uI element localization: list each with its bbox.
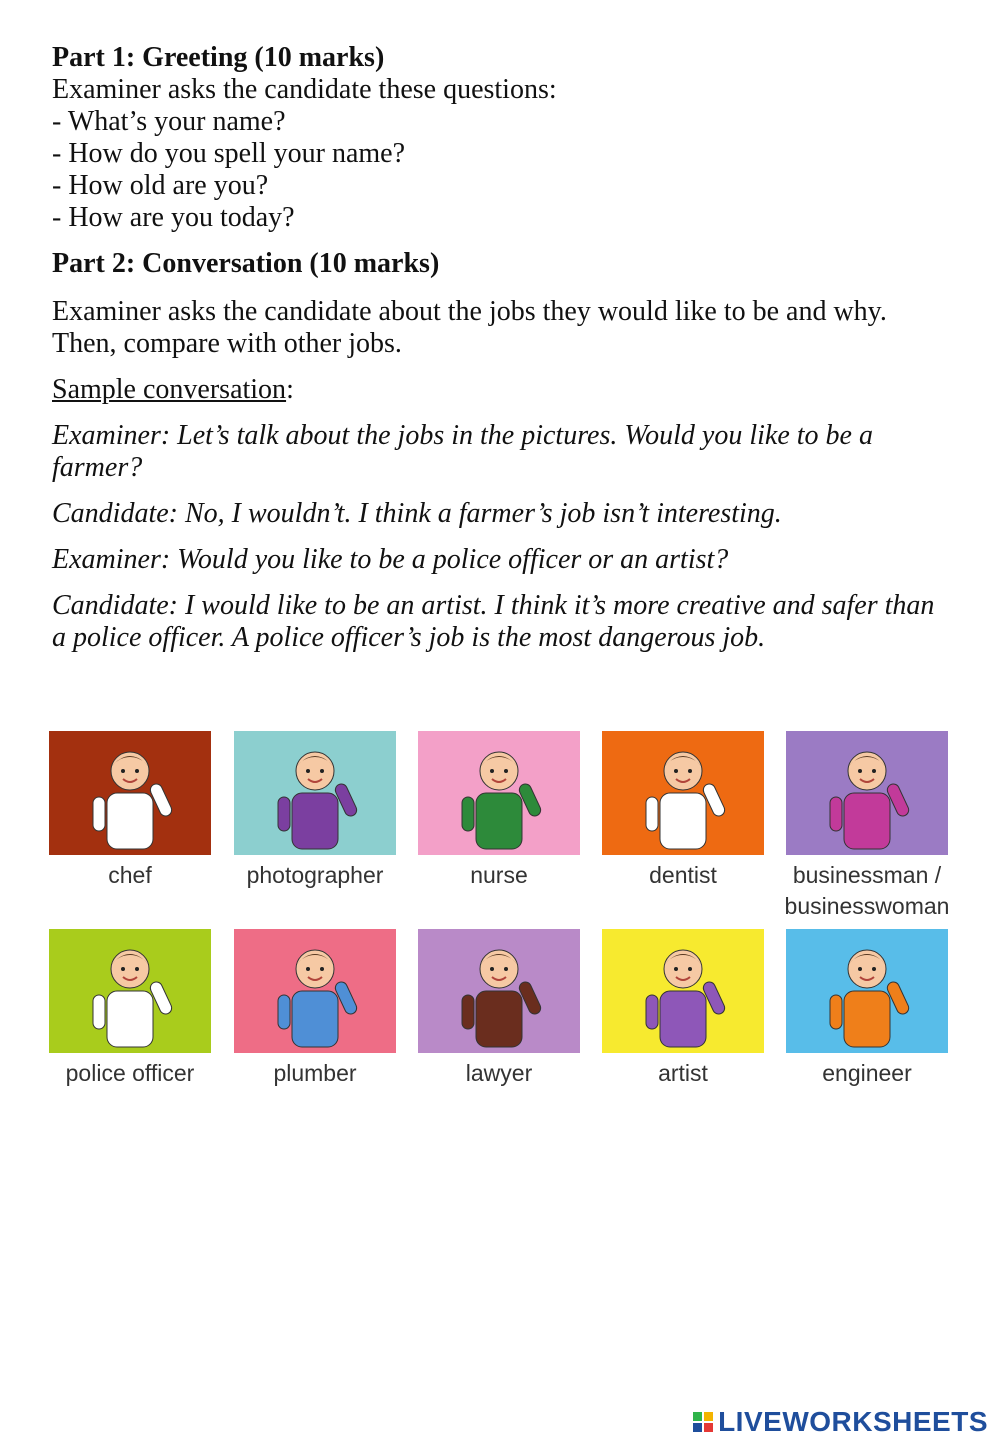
job-label: dentist: [649, 862, 717, 888]
job-card: [49, 731, 211, 891]
job-card: [786, 731, 948, 922]
camera-icon: [234, 731, 396, 855]
sample-conversation-label: [52, 374, 952, 406]
job-card: [49, 929, 211, 1089]
job-label-line2: businesswoman: [784, 893, 950, 919]
nurse-icon: [418, 731, 580, 855]
job-label: lawyer: [465, 1060, 533, 1086]
dialogue-line: Candidate: I would like to be an artist. I think it’s more creative and safer than a police officer. A police officer’s job is the most dangerous job.: [52, 590, 935, 653]
question-item: - What’s your name?: [52, 106, 286, 137]
liveworksheets-brand: [693, 1406, 988, 1438]
job-card: [418, 731, 580, 891]
job-label: engineer: [822, 1060, 912, 1086]
question-item: - How old are you?: [52, 170, 269, 201]
part2-heading: Part 2: Conversation (10 marks): [52, 248, 440, 279]
job-label: artist: [658, 1060, 708, 1086]
job-label: police officer: [65, 1060, 195, 1086]
dialogue-line: Examiner: Would you like to be a police officer or an artist?: [52, 544, 729, 575]
wrench-icon: [234, 929, 396, 1053]
worksheet-body: [52, 42, 952, 654]
job-label: photographer: [246, 862, 384, 888]
chef-hat-icon: [49, 731, 211, 855]
job-label: nurse: [470, 862, 528, 888]
liveworksheets-logo-icon: [693, 1412, 713, 1432]
police-helmet-icon: [49, 929, 211, 1053]
part2-intro-line1: Examiner asks the candidate about the jobs they would like to be and why.: [52, 296, 887, 327]
sample-label-text: Sample conversation: [52, 374, 287, 405]
dialogue-line: Examiner: Let’s talk about the jobs in the pictures. Would you like to be a farmer?: [52, 420, 873, 483]
part2-intro-line2: Then, compare with other jobs.: [52, 328, 402, 359]
part1-heading: Part 1: Greeting (10 marks): [52, 42, 385, 73]
question-item: - How do you spell your name?: [52, 138, 406, 169]
paintbrush-icon: [602, 929, 764, 1053]
job-card: [418, 929, 580, 1089]
brand-name: LIVEWORKSHEETS: [718, 1406, 988, 1437]
hard-hat-icon: [786, 929, 948, 1053]
sample-label-colon: :: [286, 374, 294, 405]
briefcase-icon: [786, 731, 948, 855]
job-card: [234, 929, 396, 1089]
dentist-icon: [602, 731, 764, 855]
job-label: businessman / businesswoman: [784, 862, 950, 919]
job-label: chef: [108, 862, 152, 888]
job-card: [234, 731, 396, 891]
part2-intro: [52, 296, 952, 360]
job-card: [602, 929, 764, 1089]
job-label: plumber: [273, 1060, 357, 1086]
dialogue-line: Candidate: No, I wouldn’t. I think a farmer’s job isn’t interesting.: [52, 498, 782, 529]
part1-intro: Examiner asks the candidate these questions:: [52, 74, 557, 105]
question-item: - How are you today?: [52, 202, 295, 233]
job-card: [602, 731, 764, 891]
job-card: [786, 929, 948, 1089]
lawyer-icon: [418, 929, 580, 1053]
